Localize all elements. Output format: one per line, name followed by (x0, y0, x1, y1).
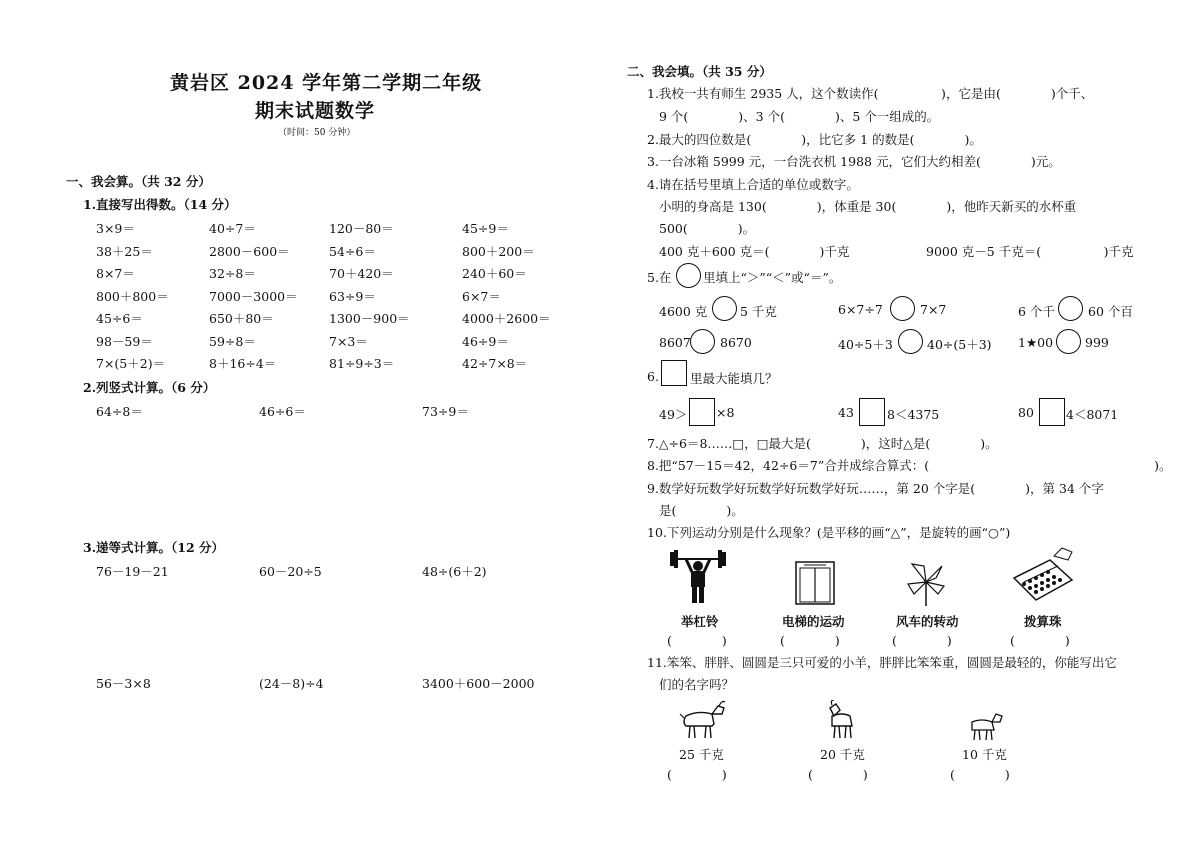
oral-calc-item: 800＋800＝ (96, 288, 169, 304)
oral-calc-item: 800＋200＝ (462, 243, 535, 259)
exam-subtitle: 期末试题数学 (255, 100, 376, 122)
compare-left: 6 个千 (1018, 304, 1055, 319)
compare-circle[interactable] (898, 329, 923, 354)
oral-calc-item: 8＋16÷4＝ (209, 356, 277, 371)
compare-left: 4600 克 (659, 304, 708, 319)
fill-q4-expr1: 400 克＋600 克＝( )千克 (659, 244, 850, 259)
oral-calc-item: 7×(5＋2)＝ (96, 356, 166, 371)
oral-calc-item: 6×7＝ (462, 288, 501, 304)
vertical-calc-item: 73÷9＝ (422, 404, 469, 419)
oral-calc-item: 42÷7×8＝ (462, 356, 528, 371)
step-calc-item: 60－20÷5 (259, 564, 322, 579)
box-expr-part: 4＜8071 (1066, 407, 1119, 422)
answer-blank[interactable]: ( ) (950, 767, 1010, 782)
goat-weight: 20 千克 (820, 747, 865, 762)
fill-q10: 10.下列运动分别是什么现象？(是平移的画“△”，是旋转的画“○”) (647, 525, 1011, 540)
fill-q7: 7.△÷6＝8……□，□最大是( )，这时△是( )。 (647, 436, 998, 451)
compare-left: 6×7÷7 (838, 302, 883, 317)
fill-q8: 8.把“57－15＝42，42÷6＝7”合并成综合算式：( )。 (647, 458, 1172, 473)
fill-q3: 3.一台冰箱 5999 元，一台洗衣机 1988 元，它们大约相差( )元。 (647, 154, 1061, 169)
oral-calc-item: 8×7＝ (96, 266, 135, 281)
oral-calc-item: 2800－600＝ (209, 243, 290, 259)
fill-q11-line2: 们的名字吗？ (659, 677, 735, 692)
oral-calc-item: 70＋420＝ (329, 266, 394, 281)
oral-calc-item: 45÷6＝ (96, 311, 143, 326)
fill-q1-line2: 9 个( )、3 个( )、5 个一组成的。 (659, 109, 940, 124)
motion-label: 电梯的运动 (782, 614, 845, 629)
compare-right: 60 个百 (1088, 304, 1133, 319)
oral-calc-item: 4000＋2600＝ (462, 311, 551, 326)
section-2-title: 二、我会填。（共 35 分） (627, 64, 772, 79)
oral-calc-item: 46÷9＝ (462, 333, 509, 349)
fill-q4-line1: 小明的身高是 130( )，体重是 30( )，他昨天新买的水杯重 (659, 199, 1077, 214)
q2-title: 2.列竖式计算。（6 分） (83, 380, 216, 395)
oral-calc-item: 1300－900＝ (329, 311, 410, 326)
abacus-icon (1010, 546, 1076, 602)
answer-blank[interactable]: ( ) (892, 633, 952, 648)
answer-blank[interactable]: ( ) (780, 633, 840, 648)
weightlifter-icon (668, 548, 728, 604)
compare-right: 5 千克 (740, 304, 777, 319)
fill-q5-pre: 5.在 (647, 270, 672, 285)
q3-title: 3.递等式计算。（12 分） (83, 540, 225, 555)
oral-calc-item: 38＋25＝ (96, 243, 153, 259)
oral-calc-item: 54÷6＝ (329, 243, 376, 259)
step-calc-item: 3400＋600－2000 (422, 676, 535, 691)
oral-calc-item: 240＋60＝ (462, 266, 527, 281)
oral-calc-item: 120－80＝ (329, 221, 394, 236)
answer-box[interactable] (1039, 398, 1065, 426)
compare-right: 7×7 (920, 302, 947, 317)
fill-q11-line1: 11.笨笨、胖胖、圆圆是三只可爱的小羊，胖胖比笨笨重，圆圆是最轻的，你能写出它 (647, 655, 1117, 670)
goat-icon (826, 700, 862, 740)
motion-label: 风车的转动 (896, 614, 959, 629)
goat-icon (678, 700, 728, 740)
fill-q4-expr2: 9000 克－5 千克＝( )千克 (926, 244, 1134, 259)
fill-q9-line2: 是( )。 (659, 503, 744, 518)
fill-q2: 2.最大的四位数是( )，比它多 1 的数是( )。 (647, 132, 982, 147)
oral-calc-item: 7000－3000＝ (209, 288, 298, 304)
oral-calc-item: 63÷9＝ (329, 288, 376, 304)
compare-circle[interactable] (676, 263, 701, 288)
goat-icon (966, 710, 1004, 742)
answer-blank[interactable]: ( ) (1010, 633, 1070, 648)
answer-box[interactable] (661, 360, 687, 386)
box-expr-part: 8＜4375 (887, 407, 940, 422)
exam-time: （时间：50 分钟） (278, 128, 356, 138)
compare-right: 999 (1085, 335, 1109, 350)
oral-calc-item: 98－59＝ (96, 333, 153, 349)
section-1-title: 一、我会算。（共 32 分） (66, 174, 211, 189)
q1-title: 1.直接写出得数。（14 分） (83, 197, 237, 212)
step-calc-item: 48÷(6＋2) (422, 564, 487, 579)
answer-blank[interactable]: ( ) (808, 767, 868, 782)
step-calc-item: 76－19－21 (96, 564, 169, 579)
compare-circle[interactable] (890, 296, 915, 321)
oral-calc-item: 40÷7＝ (209, 221, 256, 236)
compare-left: 1★00 (1018, 335, 1054, 350)
box-expr-part: ×8 (716, 405, 735, 420)
pinwheel-icon (902, 560, 950, 608)
compare-circle[interactable] (690, 329, 715, 354)
elevator-icon (794, 560, 836, 606)
answer-box[interactable] (859, 398, 885, 426)
compare-left: 8607 (659, 335, 691, 350)
oral-calc-item: 3×9＝ (96, 221, 135, 236)
goat-weight: 25 千克 (679, 747, 724, 762)
fill-q4-line2: 500( )。 (659, 221, 756, 236)
compare-circle[interactable] (1058, 296, 1083, 321)
oral-calc-item: 650＋80＝ (209, 311, 274, 326)
compare-circle[interactable] (1056, 329, 1081, 354)
oral-calc-item: 45÷9＝ (462, 221, 509, 236)
compare-right: 8670 (720, 335, 752, 350)
compare-circle[interactable] (712, 296, 737, 321)
motion-label: 拨算珠 (1024, 614, 1062, 629)
answer-blank[interactable]: ( ) (667, 767, 727, 782)
motion-label: 举杠铃 (681, 614, 719, 629)
fill-q4: 4.请在括号里填上合适的单位或数字。 (647, 177, 859, 192)
compare-right: 40÷(5＋3) (927, 337, 992, 352)
step-calc-item: 56－3×8 (96, 676, 151, 691)
exam-title: 黄岩区 2024 学年第二学期二年级 (170, 72, 483, 94)
step-calc-item: (24－8)÷4 (259, 676, 324, 691)
fill-q6-post: 里最大能填几？ (690, 371, 778, 386)
box-expr-part: 43 (838, 405, 854, 420)
fill-q6-pre: 6. (647, 369, 659, 384)
oral-calc-item: 32÷8＝ (209, 266, 256, 281)
oral-calc-item: 59÷8＝ (209, 333, 256, 349)
goat-weight: 10 千克 (962, 747, 1007, 762)
answer-box[interactable] (689, 398, 715, 426)
fill-q1-line1: 1.我校一共有师生 2935 人，这个数读作( )，它是由( )个千、 (647, 86, 1094, 101)
box-expr-part: 80 (1018, 405, 1034, 420)
fill-q5-post: 里填上“＞”“＜”或“＝”。 (703, 270, 842, 285)
oral-calc-item: 7×3＝ (329, 333, 368, 349)
fill-q9-line1: 9.数学好玩数学好玩数学好玩数学好玩……，第 20 个字是( )，第 34 个字 (647, 481, 1104, 496)
compare-left: 40÷5＋3 (838, 337, 893, 352)
vertical-calc-item: 64÷8＝ (96, 404, 143, 419)
box-expr-part: 49＞ (659, 407, 688, 422)
vertical-calc-item: 46÷6＝ (259, 404, 306, 419)
oral-calc-item: 81÷9÷3＝ (329, 356, 395, 371)
answer-blank[interactable]: ( ) (667, 633, 727, 648)
